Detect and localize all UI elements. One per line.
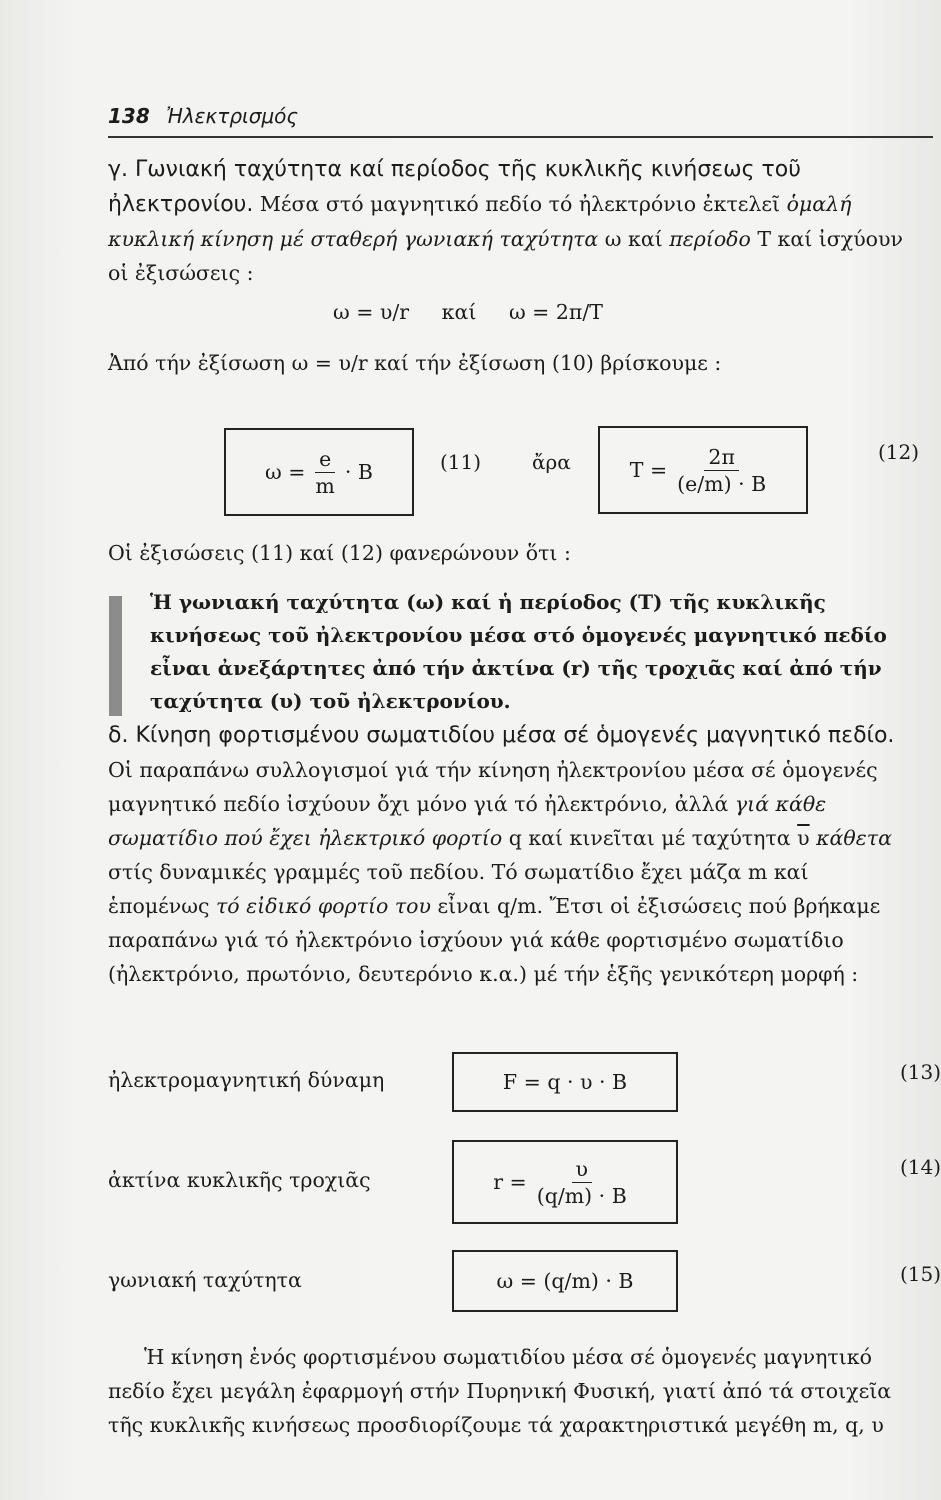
bold-statement: Ἡ γωνιακή ταχύτητα (ω) καί ἡ περίοδος (T) τῆς κυκλικῆς κινήσεως τοῦ ἠλεκτρονίου μέσα στό ὁμογενές μαγνητικό πεδίο εἶναι ἀνεξάρτητες ἀπό τήν ἀκτίνα (r) τῆς τροχιᾶς καί ἀπό τήν ταχύτητα (υ) τοῦ ἠλεκτρονίου. <box>150 590 887 713</box>
section-d-text-c: στίς δυναμικές γραμμές τοῦ πεδίου. Τό σωματίδιο ἔχει μάζα m καί ἑπομένως <box>108 860 809 918</box>
header-rule <box>108 136 933 138</box>
equation-11-box <box>224 428 414 516</box>
eq11-rhs: · B <box>344 460 373 484</box>
eq11-lhs: ω = <box>265 460 306 484</box>
eq12-denominator: (e/m) · B <box>677 471 767 496</box>
section-g-heading: γ. Γωνιακή ταχύτητα καί περίοδος τῆς κυκλικῆς κινήσεως τοῦ ἠλεκτρονίου. <box>108 157 801 217</box>
line-from-equation: Ἀπό τήν ἐξίσωση ω = υ/r καί τήν ἐξίσωση (10) βρίσκουμε : <box>108 351 722 375</box>
section-g-text-c: T καί ἰσχύουν οἱ ἐξισώσεις : <box>108 227 903 285</box>
eq15-label: γωνιακή ταχύτητα <box>108 1268 302 1292</box>
eq14-label: ἀκτίνα κυκλικῆς τροχιᾶς <box>108 1168 371 1192</box>
page-number: 138 <box>108 104 150 128</box>
eq12-lhs: T = <box>629 458 668 482</box>
section-g-paragraph <box>108 152 913 290</box>
section-g-italic-2: περίοδο <box>669 227 751 251</box>
eq11-tag: (11) <box>440 450 482 474</box>
section-d-text-b: q καί κινεῖται μέ ταχύτητα <box>502 826 798 850</box>
equation-definitions: ω = υ/r καί ω = 2π/T <box>333 300 603 324</box>
closing-paragraph: Ἡ κίνηση ἑνός φορτισμένου σωματιδίου μέσα σέ ὁμογενές μαγνητικό πεδίο ἔχει μεγάλη ἐφαρμογή στήν Πυρηνική Φυσική, γιατί ἀπό τά στοιχεῖα τῆς κυκλικῆς κινήσεως προσδιορίζουμε τά χαρακτηριστικά μεγέθη m, q, υ <box>108 1345 892 1437</box>
velocity-vector: $\overline{\upsilon}$ <box>797 826 810 850</box>
section-d-heading: δ. Κίνηση φορτισμένου σωματιδίου μέσα σέ ὁμογενές μαγνητικό πεδίο. <box>108 723 895 748</box>
eq13-label: ἠλεκτρομαγνητική δύναμη <box>108 1068 385 1092</box>
eq14-fraction <box>533 1156 631 1209</box>
eq12-fraction <box>673 444 770 497</box>
eq14-numerator: υ <box>572 1156 592 1183</box>
eq14-denominator: (q/m) · B <box>536 1183 627 1208</box>
equation-13-box <box>452 1052 678 1112</box>
section-g-text: Μέσα στό μαγνητικό πεδίο τό ἠλεκτρόνιο ἐκτελεῖ <box>253 192 787 216</box>
eq14-tag: (14) <box>900 1155 941 1179</box>
eq13-formula: F = q · υ · B <box>502 1070 628 1094</box>
section-d-italic: γιά κάθε σωματίδιο πού ἔχει ἠλεκτρικό φορτίο <box>108 792 827 850</box>
page-header <box>108 104 928 128</box>
section-d-text-d: εἶναι q/m. Ἔτσι οἱ ἐξισώσεις πού βρήκαμε παραπάνω γιά τό ἠλεκτρόνιο ἰσχύουν γιά κάθε φορτισμένο σωματίδιο (ἠλεκτρόνιο, πρωτόνιο, δευτερόνιο κ.α.) μέ τήν ἑξῆς γενικότερη μορφή : <box>108 894 881 986</box>
eq12-tag: (12) <box>878 440 920 464</box>
section-d-paragraph <box>108 718 913 991</box>
section-d-text: Οἱ παραπάνω συλλογισμοί γιά τήν κίνηση ἠλεκτρονίου μέσα σέ ὁμογενές μαγνητικό πεδίο ἰσχύουν ὄχι μόνο γιά τό ἠλεκτρόνιο, ἀλλά <box>108 758 878 816</box>
eq13-tag: (13) <box>900 1060 941 1084</box>
eq14-lhs: r = <box>493 1170 527 1194</box>
equation-14-box <box>452 1140 678 1224</box>
eq11-denominator: m <box>315 473 335 498</box>
running-title: Ἠλεκτρισμός <box>166 104 299 128</box>
ara-word: ἄρα <box>532 450 571 474</box>
section-d-italic-2: κάθετα <box>809 826 892 850</box>
section-g-text-b: ω καί <box>598 227 670 251</box>
eq15-tag: (15) <box>900 1262 941 1286</box>
eq15-formula: ω = (q/m) · B <box>496 1269 634 1293</box>
equation-15-box <box>452 1250 678 1312</box>
equation-12-box <box>598 426 808 514</box>
section-d-italic-3: τό εἰδικό φορτίο του <box>215 894 431 918</box>
line-reveal: Οἱ ἐξισώσεις (11) καί (12) φανερώνουν ὅτι : <box>108 541 571 565</box>
section-g-italic: ὁμαλή κυκλική κίνηση μέ σταθερή γωνιακή ταχύτητα <box>108 192 852 251</box>
eq12-numerator: 2π <box>704 444 739 471</box>
eq11-numerator: e <box>315 446 335 473</box>
highlight-sidebar <box>109 596 122 716</box>
eq11-fraction <box>311 446 338 499</box>
